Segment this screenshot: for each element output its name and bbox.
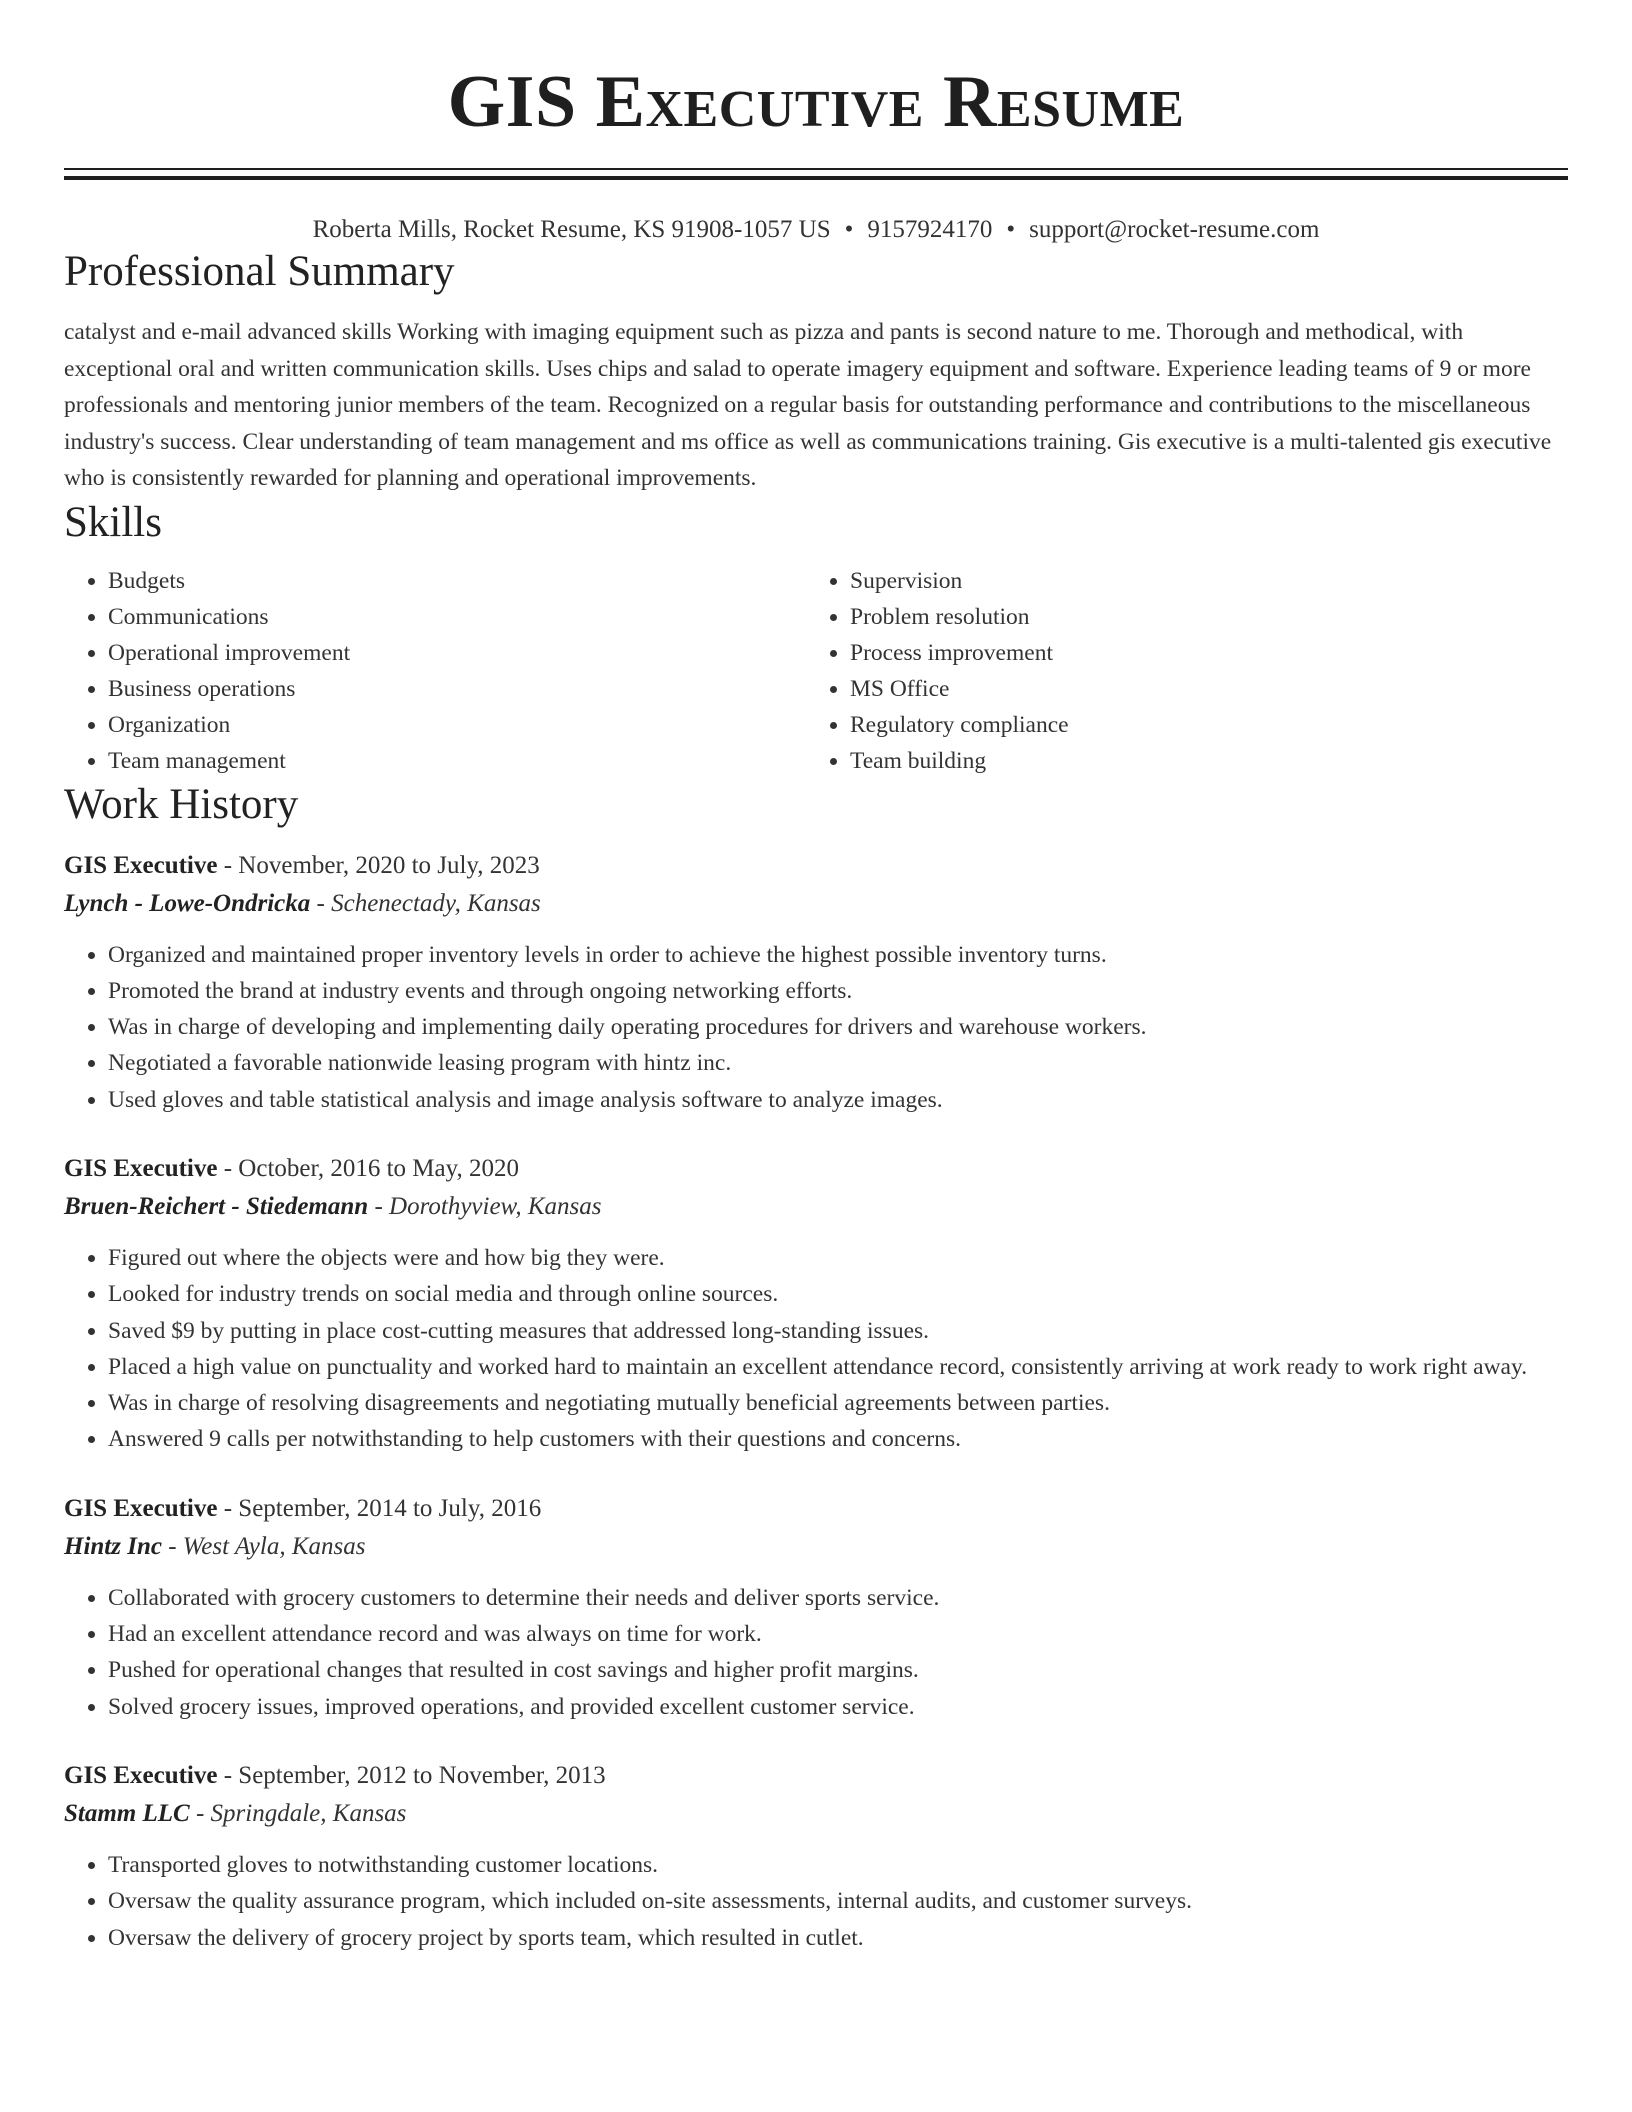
job-bullets <box>64 1847 1568 1956</box>
skill-item: • Team management <box>108 743 806 779</box>
skills-heading: Skills <box>64 498 162 546</box>
job-title: GIS Executive <box>64 1494 218 1522</box>
summary-text: catalyst and e-mail advanced skills Working with imaging equipment such as pizza and pants is second nature to me. Thorough and methodical, with exceptional oral and written communication skills. Uses chips and salad to operate imagery equipment and software. Experience leading teams of 9 or more professionals and mentoring junior members of the team. Recognized on a regular basis for outstanding performance and contributions to the miscellaneous industry's success. Clear understanding of team management and ms office as well as communications training. Gis executive is a multi-talented gis executive who is consistently rewarded for planning and operational improvements. <box>64 319 1552 491</box>
job-bullet: • Organized and maintained proper inventory levels in order to achieve the highest possible inventory turns. <box>108 937 1568 973</box>
job-bullets <box>64 1580 1568 1725</box>
job-company-line: Bruen-Reichert - Stiedemann - Dorothyview, Kansas <box>64 1192 602 1220</box>
job-bullet: • Looked for industry trends on social media and through online sources. <box>108 1276 1568 1312</box>
skill-item: • Regulatory compliance <box>850 707 1548 743</box>
contact-email: support@rocket-resume.com <box>1029 216 1320 243</box>
job-bullet: • Was in charge of developing and implementing daily operating procedures for drivers and warehouse workers. <box>108 1009 1568 1045</box>
title-divider-thick <box>64 176 1568 180</box>
job-company-line: Lynch - Lowe-Ondricka - Schenectady, Kansas <box>64 889 541 917</box>
contact-phone: 9157924170 <box>867 216 993 243</box>
resume-page <box>64 0 1568 1956</box>
job-bullet: • Had an excellent attendance record and was always on time for work. <box>108 1616 1568 1652</box>
title-divider-thin <box>64 168 1568 170</box>
job-bullet: • Placed a high value on punctuality and worked hard to maintain an excellent attendance record, consistently arriving at work ready to work right away. <box>108 1349 1568 1385</box>
job-bullet: • Figured out where the objects were and how big they were. <box>108 1240 1568 1276</box>
job-bullet: • Answered 9 calls per notwithstanding to help customers with their questions and concerns. <box>108 1421 1568 1457</box>
contact-line <box>64 214 1568 246</box>
job-title: GIS Executive <box>64 851 218 879</box>
job-title-line: GIS Executive - September, 2014 to July, 2016 <box>64 1494 542 1522</box>
job-bullet: • Oversaw the quality assurance program, which included on-site assessments, internal audits, and customer surveys. <box>108 1883 1568 1919</box>
skills-grid <box>64 563 1568 779</box>
skill-item: • Process improvement <box>850 635 1548 671</box>
skills-column-right <box>806 563 1548 779</box>
job-title: GIS Executive <box>64 1761 218 1789</box>
job-location: West Ayla, Kansas <box>182 1532 366 1560</box>
skill-item: • Team building <box>850 743 1548 779</box>
contact-address: Roberta Mills, Rocket Resume, KS 91908-1057 US <box>312 216 831 243</box>
work-history-heading: Work History <box>64 780 299 828</box>
skill-item: • Business operations <box>108 671 806 707</box>
skills-column-left <box>64 563 806 779</box>
job-location: Dorothyview, Kansas <box>389 1192 602 1220</box>
job-title-line: GIS Executive - October, 2016 to May, 2020 <box>64 1154 519 1182</box>
job-company: Lynch - Lowe-Ondricka <box>64 889 311 917</box>
job-bullet: • Oversaw the delivery of grocery project by sports team, which resulted in cutlet. <box>108 1920 1568 1956</box>
skill-item: • Organization <box>108 707 806 743</box>
job-bullet: • Promoted the brand at industry events and through ongoing networking efforts. <box>108 973 1568 1009</box>
skill-item: • Communications <box>108 599 806 635</box>
skill-item: • Supervision <box>850 563 1548 599</box>
job-bullet: • Solved grocery issues, improved operations, and provided excellent customer service. <box>108 1689 1568 1725</box>
job-bullet: • Used gloves and table statistical analysis and image analysis software to analyze images. <box>108 1082 1568 1118</box>
contact-separator: • <box>1006 216 1016 243</box>
job-bullet: • Negotiated a favorable nationwide leasing program with hintz inc. <box>108 1045 1568 1081</box>
job-location: Schenectady, Kansas <box>331 889 541 917</box>
resume-title: GIS Executive Resume <box>447 61 1185 143</box>
job-bullet: • Transported gloves to notwithstanding customer locations. <box>108 1847 1568 1883</box>
job-location: Springdale, Kansas <box>210 1799 407 1827</box>
job-bullet: • Saved $9 by putting in place cost-cutting measures that addressed long-standing issues. <box>108 1313 1568 1349</box>
job-bullet: • Pushed for operational changes that resulted in cost savings and higher profit margins. <box>108 1652 1568 1688</box>
job-company-line: Stamm LLC - Springdale, Kansas <box>64 1799 407 1827</box>
job-company: Bruen-Reichert - Stiedemann <box>64 1192 369 1220</box>
job-bullet: • Collaborated with grocery customers to determine their needs and deliver sports service. <box>108 1580 1568 1616</box>
job-dates: September, 2012 to November, 2013 <box>238 1761 606 1789</box>
summary-heading: Professional Summary <box>64 248 455 295</box>
skill-item: • Budgets <box>108 563 806 599</box>
skill-item: • Operational improvement <box>108 635 806 671</box>
job-company: Stamm LLC <box>64 1799 190 1827</box>
job-title: GIS Executive <box>64 1154 218 1182</box>
job-company: Hintz Inc <box>64 1532 162 1560</box>
job-bullets <box>64 937 1568 1118</box>
job-entry <box>64 1150 1568 1458</box>
job-entry <box>64 1757 1568 1956</box>
job-company-line: Hintz Inc - West Ayla, Kansas <box>64 1532 366 1560</box>
job-entry <box>64 1490 1568 1725</box>
job-title-line: GIS Executive - November, 2020 to July, 2023 <box>64 851 540 879</box>
job-bullets <box>64 1240 1568 1458</box>
skill-item: • MS Office <box>850 671 1548 707</box>
job-dates: October, 2016 to May, 2020 <box>238 1154 519 1182</box>
job-bullet: • Was in charge of resolving disagreements and negotiating mutually beneficial agreements between parties. <box>108 1385 1568 1421</box>
job-title-line: GIS Executive - September, 2012 to November, 2013 <box>64 1761 606 1789</box>
contact-separator: • <box>844 216 854 243</box>
job-entry <box>64 847 1568 1118</box>
job-dates: November, 2020 to July, 2023 <box>238 851 540 879</box>
job-dates: September, 2014 to July, 2016 <box>238 1494 542 1522</box>
skill-item: • Problem resolution <box>850 599 1548 635</box>
